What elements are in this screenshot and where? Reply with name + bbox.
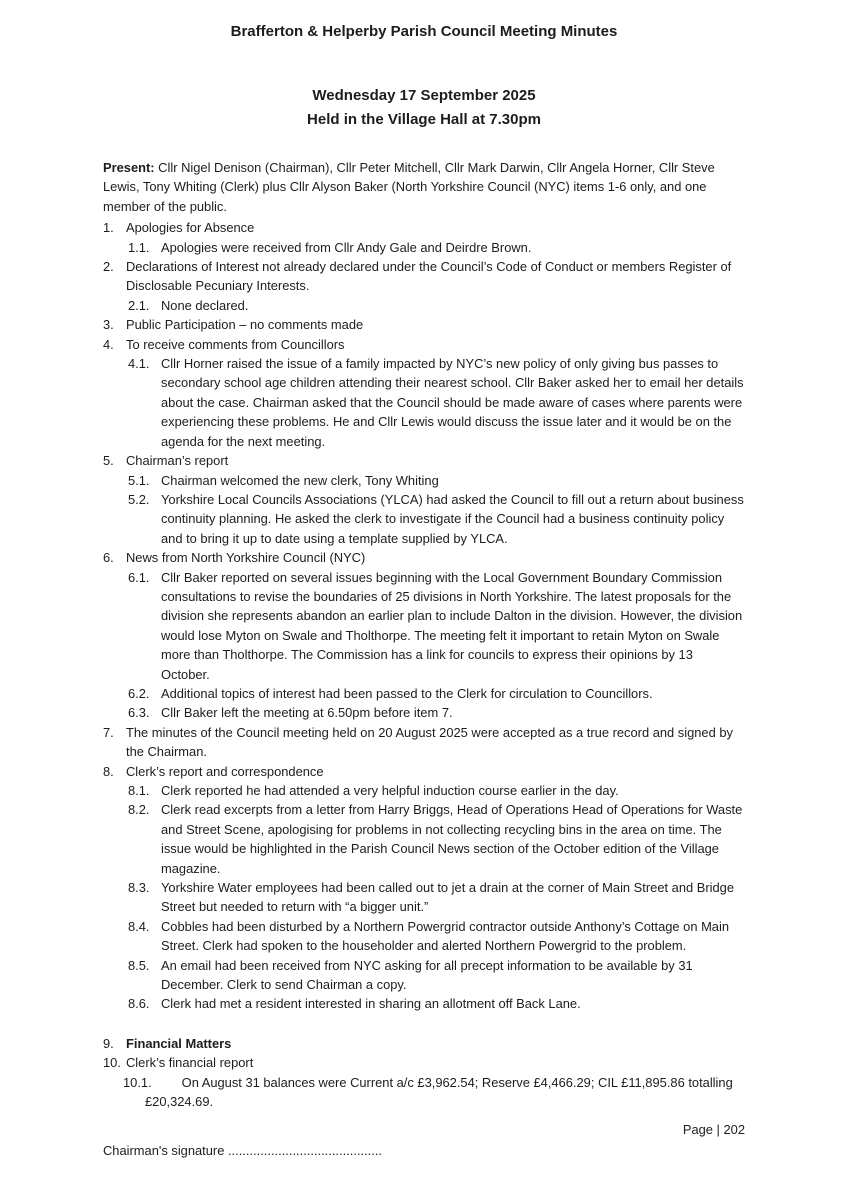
subitem-number: 6.3. <box>128 705 150 721</box>
item-text: Clerk’s report and correspondence <box>126 763 324 779</box>
subitem-text: Yorkshire Water employees had been called out to jet a drain at the corner of Main Street and Bridge Street but needed to return with “a bigger unit.” <box>161 880 735 915</box>
subitem-number: 6.1. <box>128 569 150 585</box>
minute-item-7 <box>103 723 745 762</box>
minute-subitem-61 <box>103 568 745 684</box>
subitem-text: Cllr Baker reported on several issues beginning with the Local Government Boundary Commission consultations to revise the boundaries of 25 divisions in North Yorkshire. The latest proposals for the division she represents abandon an earlier plan to include Dalton in the division. However, the division would lose Myton on Swale and Tholthorpe. The meeting felt it important to retain Myton on Swale more than Tholthorpe. The Commission has a link for councils to express their opinions by 13 October. <box>161 569 743 682</box>
minutes-list <box>103 218 745 1111</box>
subitem-text: Clerk read excerpts from a letter from Harry Briggs, Head of Operations Head of Operations for Waste and Street Scene, apologising for problems in not collecting recycling bins in the area on time. The issue would be highlighted in the Parish Council News section of the October edition of the Village magazine. <box>161 802 743 876</box>
item-text: Declarations of Interest not already declared under the Council’s Code of Conduct or members Register of Disclosable Pecuniary Interests. <box>126 259 732 294</box>
subitem-number: 4.1. <box>128 356 150 372</box>
minute-subitem-62 <box>103 684 745 703</box>
item-text: News from North Yorkshire Council (NYC) <box>126 550 366 566</box>
subitem-number: 8.2. <box>128 802 150 818</box>
subitem-text: Cllr Baker left the meeting at 6.50pm before item 7. <box>161 705 453 721</box>
minute-item-6 <box>103 548 745 567</box>
signature-line: Chairman's signature ........................................... <box>103 1142 382 1158</box>
page-number: Page | 202 <box>682 1122 745 1138</box>
subitem-text: None declared. <box>161 297 249 313</box>
item-number: 2. <box>103 259 114 275</box>
minute-subitem-85 <box>103 956 745 995</box>
subitem-number: 8.5. <box>128 957 150 973</box>
item-number: 5. <box>103 453 114 469</box>
minute-item-4 <box>103 335 745 354</box>
subitem-number: 1.1. <box>128 239 150 255</box>
item-number: 6. <box>103 550 114 566</box>
subitem-text: Additional topics of interest had been passed to the Clerk for circulation to Councillors. <box>161 685 653 701</box>
item-text: Clerk’s financial report <box>126 1055 254 1071</box>
subitem-number: 5.1. <box>128 472 150 488</box>
subitem-text: Yorkshire Local Councils Associations (YLCA) had asked the Council to fill out a return about business continuity planning. He asked the clerk to investigate if the Council had a business continuity policy and to bring it up to date using a template supplied by YLCA. <box>161 491 744 546</box>
subitem-text: Clerk had met a resident interested in sharing an allotment off Back Lane. <box>161 996 581 1012</box>
item-text: To receive comments from Councillors <box>126 336 345 352</box>
subitem-text: Apologies were received from Cllr Andy Gale and Deirdre Brown. <box>161 239 532 255</box>
item-number: 9. <box>103 1035 114 1051</box>
minute-item-10 <box>103 1053 745 1072</box>
subitem-number: 8.4. <box>128 918 150 934</box>
minute-item-1 <box>103 218 745 237</box>
item-number: 4. <box>103 336 114 352</box>
minute-item-8 <box>103 762 745 781</box>
footer <box>103 1120 745 1139</box>
subitem-number: 10.1. <box>123 1074 152 1090</box>
item-text: Public Participation – no comments made <box>126 317 364 333</box>
item-number: 10. <box>103 1055 121 1071</box>
present-paragraph <box>103 158 745 216</box>
minute-subitem-52 <box>103 490 745 548</box>
subitem-number: 6.2. <box>128 685 150 701</box>
minute-item-9 <box>103 1034 745 1053</box>
minute-subitem-101 <box>103 1073 745 1112</box>
subitem-number: 8.3. <box>128 880 150 896</box>
subitem-text: Cobbles had been disturbed by a Northern Powergrid contractor outside Anthony’s Cottage on Main Street. Clerk had spoken to the householder and alerted Northern Powergrid to the problem. <box>161 918 730 954</box>
subitem-number: 2.1. <box>128 297 150 313</box>
minute-subitem-41 <box>103 354 745 451</box>
minute-subitem-63 <box>103 703 745 722</box>
minute-subitem-86 <box>103 994 745 1013</box>
minute-item-2 <box>103 257 745 296</box>
item-text: Apologies for Absence <box>126 220 255 236</box>
subitem-text: Clerk reported he had attended a very helpful induction course earlier in the day. <box>161 783 619 798</box>
item-text: Financial Matters <box>126 1035 232 1051</box>
document-title: Brafferton & Helperby Parish Council Meeting Minutes <box>230 23 618 40</box>
subitem-number: 8.6. <box>128 996 150 1012</box>
minute-item-3 <box>103 315 745 334</box>
item-text: Chairman’s report <box>126 453 229 469</box>
present-text: Cllr Nigel Denison (Chairman), Cllr Peter Mitchell, Cllr Mark Darwin, Cllr Angela Horner, Cllr Steve Lewis, Tony Whiting (Clerk) plus Cllr Alyson Baker (North Yorkshire Council (NYC) items 1-6 only, and one member of the public. <box>103 160 715 214</box>
minute-subitem-51 <box>103 471 745 490</box>
minute-subitem-83 <box>103 878 745 917</box>
subitem-text: Cllr Horner raised the issue of a family impacted by NYC’s new policy of only giving bus passes to secondary school age children attending their nearest school. Cllr Baker asked her to email her details about the case. Chairman asked that the Council should be made aware of cases where parents were experiencing these problems. He and Cllr Lewis would discuss the issue later and it would be on the agenda for the next meeting. <box>161 356 744 449</box>
minute-subitem-21 <box>103 296 745 315</box>
minute-subitem-82 <box>103 800 745 878</box>
subitem-number: 8.1. <box>128 783 150 798</box>
minute-subitem-81 <box>103 781 745 800</box>
minute-item-5 <box>103 451 745 470</box>
meeting-date: Wednesday 17 September 2025 <box>312 87 536 104</box>
item-number: 3. <box>103 317 114 333</box>
subitem-text: On August 31 balances were Current a/c £3,962.54; Reserve £4,466.29; CIL £11,895.86 totalling £20,324.69. <box>145 1074 733 1110</box>
item-text: The minutes of the Council meeting held on 20 August 2025 were accepted as a true record and signed by the Chairman. <box>126 724 733 760</box>
item-number: 8. <box>103 763 114 779</box>
subitem-number: 5.2. <box>128 491 150 507</box>
present-label: Present: <box>103 160 155 175</box>
subitem-text: Chairman welcomed the new clerk, Tony Whiting <box>161 472 439 488</box>
item-number: 1. <box>103 220 114 236</box>
minute-subitem-11 <box>103 238 745 257</box>
minute-subitem-84 <box>103 917 745 956</box>
subitem-text: An email had been received from NYC asking for all precept information to be available by 31 December. Clerk to send Chairman a copy. <box>161 957 693 993</box>
meeting-venue: Held in the Village Hall at 7.30pm <box>307 111 541 128</box>
item-number: 7. <box>103 724 114 740</box>
